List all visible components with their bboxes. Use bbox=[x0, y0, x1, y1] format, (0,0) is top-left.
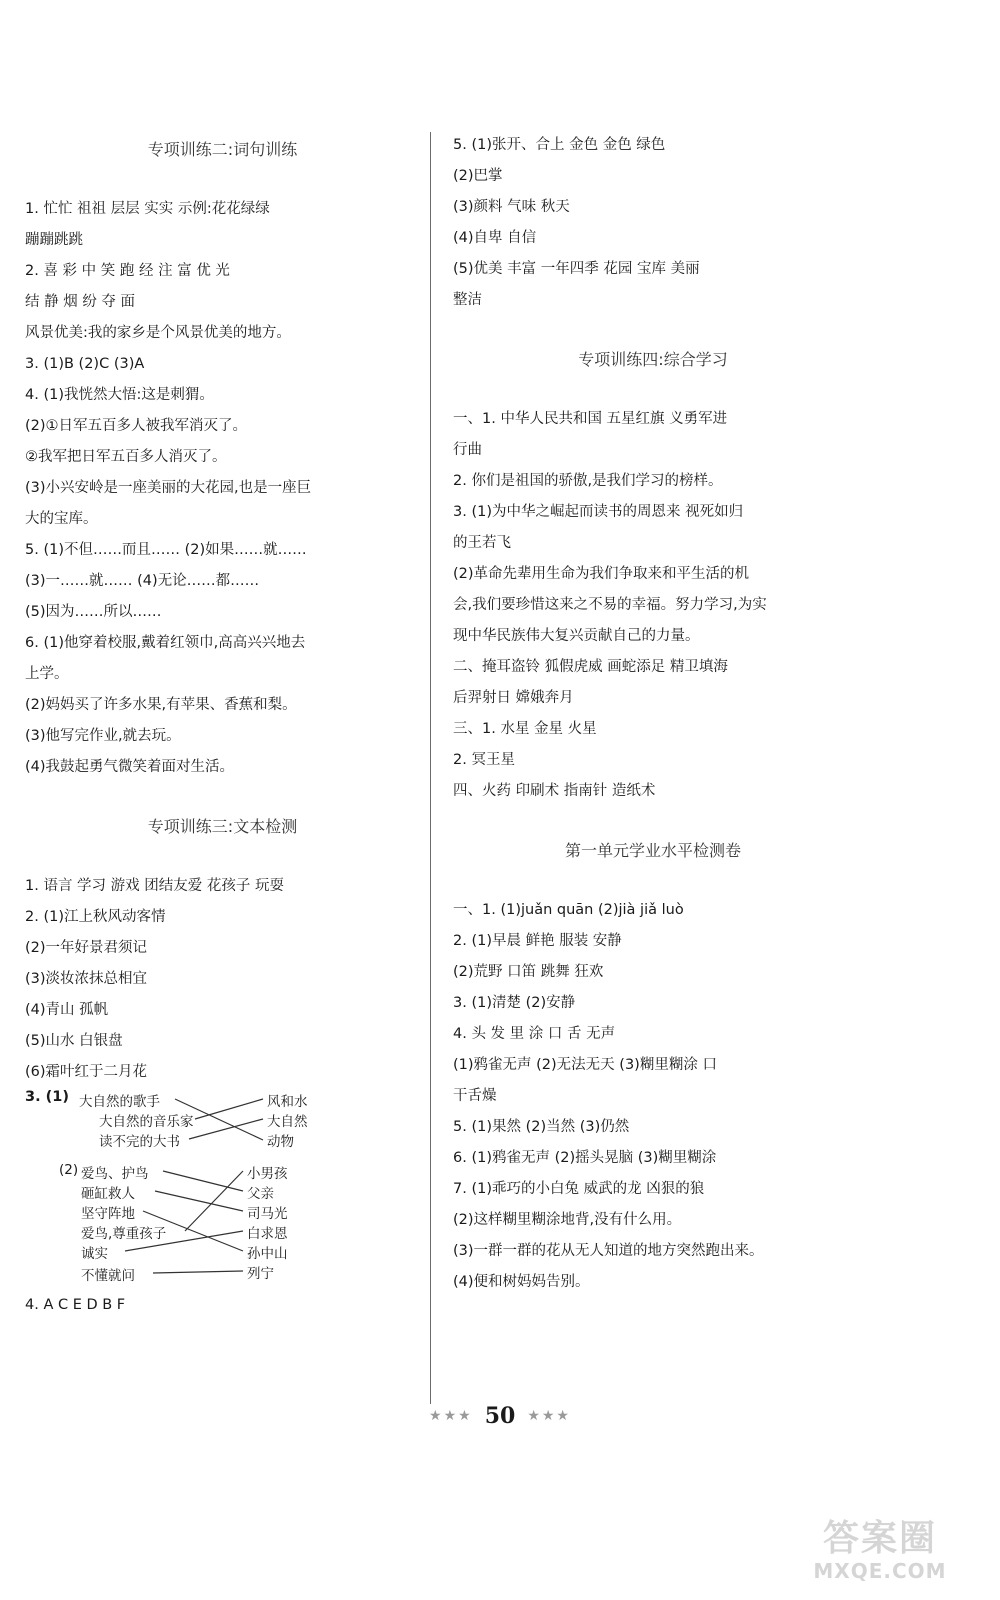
answer-line: 2. 喜 彩 中 笑 跑 经 注 富 优 光 bbox=[25, 263, 230, 279]
answer-line: 干舌燥 bbox=[453, 1088, 497, 1104]
section-title-4: 专项训练四:综合学习 bbox=[578, 350, 728, 369]
section-title-unit-1: 第一单元学业水平检测卷 bbox=[564, 841, 741, 860]
answer-line: (4)自卑 自信 bbox=[453, 230, 537, 246]
page-footer bbox=[0, 1403, 1000, 1429]
answer-line: (3)淡妆浓抹总相宜 bbox=[25, 971, 148, 987]
match1-connector bbox=[175, 1099, 263, 1140]
answer-line: 风景优美:我的家乡是个风景优美的地方。 bbox=[25, 325, 291, 341]
answer-line: (3)一群一群的花从无人知道的地方突然跑出来。 bbox=[453, 1243, 764, 1259]
match-prefix: (2) bbox=[59, 1162, 79, 1178]
match2-connector bbox=[185, 1171, 243, 1231]
match1-left-item: 大自然的音乐家 bbox=[99, 1114, 194, 1130]
match1-left-item: 大自然的歌手 bbox=[79, 1094, 160, 1110]
answer-line: (5)因为……所以…… bbox=[25, 604, 162, 620]
answer-line: 现中华民族伟大复兴贡献自己的力量。 bbox=[453, 628, 700, 644]
answer-line: 4. 头 发 里 涂 口 舌 无声 bbox=[453, 1026, 616, 1042]
match-prefix: 3. (1) bbox=[25, 1089, 69, 1105]
answer-line: (3)他写完作业,就去玩。 bbox=[25, 728, 181, 744]
answer-line: (5)山水 白银盘 bbox=[25, 1033, 123, 1049]
answer-line: ②我军把日军五百多人消灭了。 bbox=[25, 449, 227, 465]
match2-right-item: 司马光 bbox=[247, 1206, 288, 1222]
matching-exercise-2 bbox=[25, 1160, 420, 1290]
answer-line: 2. 冥王星 bbox=[453, 752, 515, 768]
left-column bbox=[25, 130, 420, 1321]
answer-line: 6. (1)鸦雀无声 (2)摇头晃脑 (3)糊里糊涂 bbox=[453, 1150, 717, 1166]
answer-line: 整洁 bbox=[453, 292, 482, 308]
answer-line: (3)一……就…… (4)无论……都…… bbox=[25, 573, 260, 589]
answer-line: 1. 语言 学习 游戏 团结友爱 花孩子 玩耍 bbox=[25, 878, 284, 894]
answer-line: 4. A C E D B F bbox=[25, 1297, 126, 1313]
answer-line: 行曲 bbox=[453, 442, 482, 458]
answer-line: 后羿射日 嫦娥奔月 bbox=[453, 690, 574, 706]
answer-line: (6)霜叶红于二月花 bbox=[25, 1064, 148, 1080]
match2-left-item: 爱鸟,尊重孩子 bbox=[81, 1226, 167, 1242]
section-title-3: 专项训练三:文本检测 bbox=[147, 817, 298, 836]
answer-line: 5. (1)果然 (2)当然 (3)仍然 bbox=[453, 1119, 630, 1135]
match2-right-item: 白求恩 bbox=[247, 1226, 288, 1242]
match1-right-item: 风和水 bbox=[267, 1094, 308, 1110]
watermark-url: MXQE.COM bbox=[813, 1559, 947, 1583]
answer-line: 的王若飞 bbox=[453, 535, 511, 551]
section-title-2: 专项训练二:词句训练 bbox=[147, 140, 298, 159]
page-number: 50 bbox=[484, 1403, 516, 1429]
match2-left-item: 诚实 bbox=[81, 1246, 108, 1262]
answer-line: 蹦蹦跳跳 bbox=[25, 232, 83, 248]
answer-line: (2)荒野 口笛 跳舞 狂欢 bbox=[453, 964, 604, 980]
match1-lines bbox=[25, 1088, 420, 1154]
answer-line: 一、1. (1)juǎn quān (2)jià jiǎ luò bbox=[453, 902, 684, 918]
answer-line: 6. (1)他穿着校服,戴着红领巾,高高兴兴地去 bbox=[25, 635, 306, 651]
watermark-logo bbox=[780, 1510, 980, 1583]
answer-line: 3. (1)为中华之崛起而读书的周恩来 视死如归 bbox=[453, 504, 744, 520]
answer-line: (5)优美 丰富 一年四季 花园 宝库 美丽 bbox=[453, 261, 700, 277]
match2-connector bbox=[155, 1191, 243, 1211]
answer-line: 上学。 bbox=[25, 666, 69, 682]
match2-right-item: 列宁 bbox=[247, 1266, 274, 1282]
match2-right-item: 孙中山 bbox=[247, 1246, 288, 1262]
match2-lines bbox=[25, 1160, 420, 1290]
answer-line: (4)青山 孤帆 bbox=[25, 1002, 109, 1018]
match1-right-item: 大自然 bbox=[267, 1114, 308, 1130]
answer-line: (2)巴掌 bbox=[453, 168, 503, 184]
answer-line: (2)①日军五百多人被我军消灭了。 bbox=[25, 418, 248, 434]
match2-left-item: 砸缸救人 bbox=[81, 1186, 135, 1202]
match1-connector bbox=[189, 1119, 263, 1139]
answer-line: 1. 忙忙 祖祖 层层 实实 示例:花花绿绿 bbox=[25, 201, 270, 217]
match2-connector bbox=[163, 1171, 243, 1191]
answer-line: (3)颜料 气味 秋天 bbox=[453, 199, 570, 215]
answer-line: 结 静 烟 纷 夺 面 bbox=[25, 294, 136, 310]
answer-line: 5. (1)不但……而且…… (2)如果……就…… bbox=[25, 542, 307, 558]
match2-left-item: 坚守阵地 bbox=[81, 1206, 135, 1222]
answer-line: 3. (1)清楚 (2)安静 bbox=[453, 995, 576, 1011]
answer-line: 5. (1)张开、合上 金色 金色 绿色 bbox=[453, 137, 666, 153]
answer-line: 2. (1)江上秋风动客情 bbox=[25, 909, 166, 925]
answer-line: 7. (1)乖巧的小白兔 威武的龙 凶狠的狼 bbox=[453, 1181, 705, 1197]
answer-line: (2)革命先辈用生命为我们争取来和平生活的机 bbox=[453, 566, 750, 582]
answer-line: 大的宝库。 bbox=[25, 511, 98, 527]
answer-line: (4)便和树妈妈告别。 bbox=[453, 1274, 590, 1290]
match1-connector bbox=[195, 1099, 263, 1119]
match2-connector bbox=[153, 1271, 243, 1273]
match1-left-item: 读不完的大书 bbox=[99, 1134, 180, 1150]
answer-line: 3. (1)B (2)C (3)A bbox=[25, 356, 145, 372]
right-column bbox=[453, 130, 853, 1298]
match2-right-item: 小男孩 bbox=[247, 1166, 288, 1182]
star-decoration-left: ★★★ bbox=[429, 1408, 473, 1424]
column-divider bbox=[430, 132, 431, 1404]
match2-connector bbox=[125, 1231, 243, 1251]
answer-line: 四、火药 印刷术 指南针 造纸术 bbox=[453, 783, 656, 799]
answer-line: 4. (1)我恍然大悟:这是刺猬。 bbox=[25, 387, 214, 403]
answer-line: 会,我们要珍惜这来之不易的幸福。努力学习,为实 bbox=[453, 597, 767, 613]
answer-line: 二、掩耳盗铃 狐假虎威 画蛇添足 精卫填海 bbox=[453, 659, 728, 675]
answer-line: 三、1. 水星 金星 火星 bbox=[453, 721, 597, 737]
match1-right-item: 动物 bbox=[267, 1134, 294, 1150]
answer-line: (3)小兴安岭是一座美丽的大花园,也是一座巨 bbox=[25, 480, 312, 496]
answer-line: (2)这样糊里糊涂地背,没有什么用。 bbox=[453, 1212, 682, 1228]
star-decoration-right: ★★★ bbox=[527, 1408, 571, 1424]
answer-line: 一、1. 中华人民共和国 五星红旗 义勇军进 bbox=[453, 411, 728, 427]
answer-line: (2)一年好景君须记 bbox=[25, 940, 148, 956]
answer-line: (1)鸦雀无声 (2)无法无天 (3)糊里糊涂 口 bbox=[453, 1057, 717, 1073]
watermark-text: 答案圈 bbox=[822, 1518, 937, 1559]
answer-line: 2. (1)早晨 鲜艳 服装 安静 bbox=[453, 933, 622, 949]
match2-right-item: 父亲 bbox=[247, 1186, 274, 1202]
answer-line: 2. 你们是祖国的骄傲,是我们学习的榜样。 bbox=[453, 473, 723, 489]
match2-left-item: 爱鸟、护鸟 bbox=[81, 1166, 149, 1182]
answer-line: (2)妈妈买了许多水果,有苹果、香蕉和梨。 bbox=[25, 697, 297, 713]
answer-line: (4)我鼓起勇气微笑着面对生活。 bbox=[25, 759, 235, 775]
matching-exercise-1 bbox=[25, 1088, 420, 1154]
match2-left-item: 不懂就问 bbox=[81, 1268, 135, 1284]
